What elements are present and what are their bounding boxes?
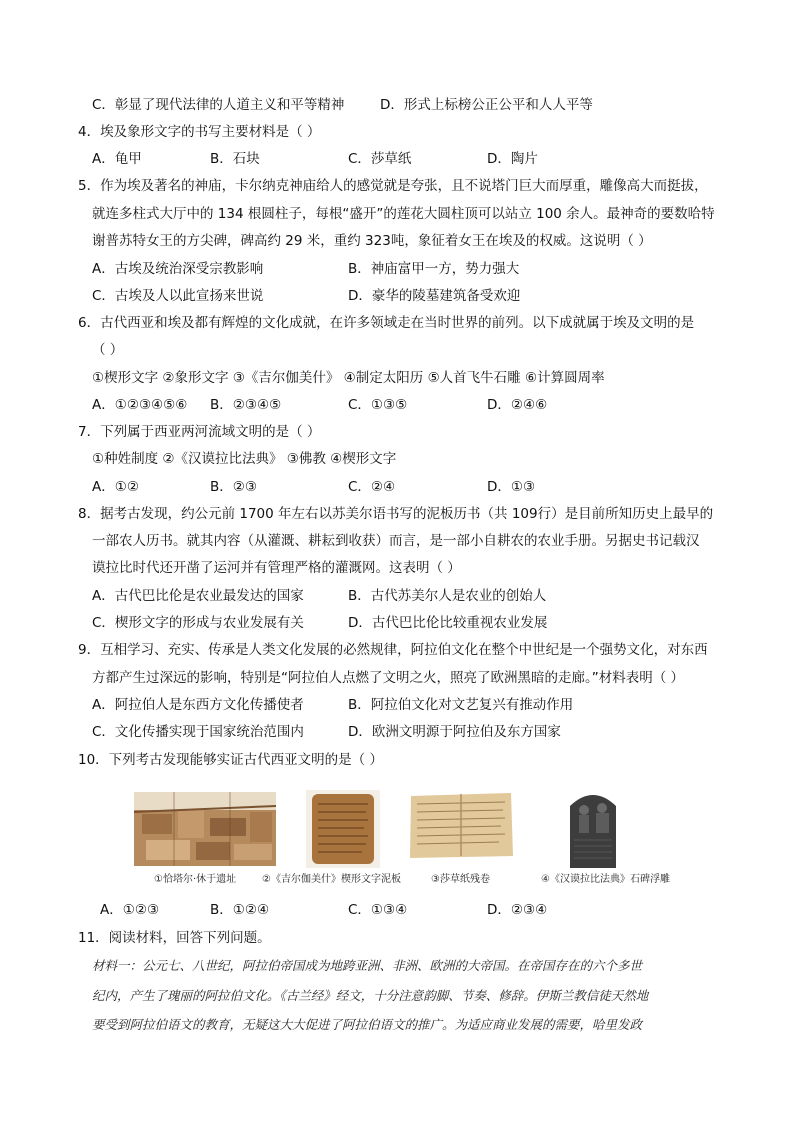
q6-option-c: C．①③⑤ — [348, 397, 408, 413]
figure-caption-4: ④《汉谟拉比法典》石碑浮雕 — [541, 874, 670, 885]
q9-option-a: A．阿拉伯人是东西方文化传播使者 — [92, 697, 304, 713]
q7-option-c: C．②④ — [348, 479, 396, 495]
gilgamesh-tablet-photo — [306, 790, 380, 868]
papyrus-scroll-photo — [407, 790, 515, 860]
q10-option-d: D．②③④ — [487, 902, 548, 918]
q6-option-d: D．②④⑥ — [487, 397, 548, 413]
figure-caption-2: ②《吉尔伽美什》楔形文字泥板 — [262, 874, 401, 885]
q6-items: ①楔形文字 ②象形文字 ③《吉尔伽美什》 ④制定太阳历 ⑤人首飞牛石雕 ⑥计算圆周率 — [92, 370, 605, 386]
q9-option-c: C．文化传播实现于国家统治范围内 — [92, 724, 304, 740]
q7-items: ①种姓制度 ②《汉谟拉比法典》 ③佛教 ④楔形文字 — [92, 451, 397, 467]
figure-caption-1: ①恰塔尔·休于遗址 — [154, 874, 237, 885]
gilgamesh-tablet-image — [306, 790, 380, 868]
q7-stem: 7．下列属于西亚两河流域文明的是（ ） — [78, 424, 321, 440]
q5-option-c: C．古埃及人以此宣扬来世说 — [92, 288, 264, 304]
q11-material-line: 纪内，产生了瑰丽的阿拉伯文化。《古兰经》经文，十分注意韵脚、节奏、修辞。伊斯兰教信徒天然地 — [92, 988, 649, 1003]
q10-option-a: A．①②③ — [100, 902, 160, 918]
q7-option-d: D．①③ — [487, 479, 536, 495]
q11-stem: 11．阅读材料，回答下列问题。 — [78, 930, 271, 946]
q11-material-line: 材料一：公元七、八世纪，阿拉伯帝国成为地跨亚洲、非洲、欧洲的大帝国。在帝国存在的六个多世 — [92, 958, 643, 973]
q7-option-a: A．①② — [92, 479, 139, 495]
figure-caption-3: ③莎草纸残卷 — [431, 874, 490, 885]
q4-option-d: D．陶片 — [487, 151, 538, 167]
q6-stem-line: 6．古代西亚和埃及都有辉煌的文化成就，在许多领域走在当时世界的前列。以下成就属于埃及文明的是 — [78, 315, 695, 331]
q8-option-c: C．楔形文字的形成与农业发展有关 — [92, 615, 304, 631]
q8-option-a: A．古代巴比伦是农业最发达的国家 — [92, 588, 304, 604]
catalhoyuk-site-photo — [134, 792, 276, 866]
q4-stem: 4．埃及象形文字的书写主要材料是（ ） — [78, 124, 321, 140]
q9-stem-line: 9．互相学习、充实、传承是人类文化发展的必然规律，阿拉伯文化在整个中世纪是一个强势文化，对东西 — [78, 642, 708, 658]
q5-option-b: B．神庙富甲一方，势力强大 — [348, 261, 520, 277]
q5-stem-line: 谢普苏特女王的方尖碑，碑高约 29 米，重约 323吨，象征着女王在埃及的权威。这说明（ ） — [92, 233, 652, 249]
q6-stem-line: （ ） — [92, 342, 124, 358]
q8-stem-line: 一部农人历书。就其内容（从灌溉、耕耘到收获）而言，是一部小自耕农的农业手册。另据史书记载汉 — [92, 533, 700, 549]
q4-option-b: B．石块 — [210, 151, 260, 167]
q8-option-b: B．古代苏美尔人是农业的创始人 — [348, 588, 547, 604]
q6-option-b: B．②③④⑤ — [210, 397, 282, 413]
q5-stem-line: 就连多柱式大厅中的 134 根圆柱子，每根“盛开”的莲花大圆柱顶可以站立 100 余人。最神奇的要数哈特 — [92, 206, 715, 222]
q6-option-a: A．①②③④⑤⑥ — [92, 397, 188, 413]
q10-option-b: B．①②④ — [210, 902, 270, 918]
q3-option-d: D．形式上标榜公正公平和人人平等 — [380, 97, 593, 113]
q9-option-d: D．欧洲文明源于阿拉伯及东方国家 — [348, 724, 561, 740]
catalhoyuk-site-image — [134, 792, 276, 866]
q8-stem-line: 谟拉比时代还开凿了运河并有管理严格的灌溉网。这表明（ ） — [92, 560, 461, 576]
q11-material-line: 要受到阿拉伯语文的教育，无疑这大大促进了阿拉伯语文的推广。为适应商业发展的需要，哈里发政 — [92, 1017, 643, 1032]
q9-stem-line: 方都产生过深远的影响，特别是“阿拉伯人点燃了文明之火，照亮了欧洲黑暗的走廊。”材料表明（ ） — [92, 670, 685, 686]
q9-option-b: B．阿拉伯文化对文艺复兴有推动作用 — [348, 697, 574, 713]
papyrus-scroll-image — [407, 790, 515, 860]
q7-option-b: B．②③ — [210, 479, 257, 495]
q3-option-c: C．彰显了现代法律的人道主义和平等精神 — [92, 97, 345, 113]
q5-option-a: A．古埃及统治深受宗教影响 — [92, 261, 264, 277]
q8-option-d: D．古代巴比伦比较重视农业发展 — [348, 615, 548, 631]
q5-option-d: D．豪华的陵墓建筑备受欢迎 — [348, 288, 521, 304]
q10-stem: 10．下列考古发现能够实证古代西亚文明的是（ ） — [78, 752, 383, 768]
q4-option-a: A．龟甲 — [92, 151, 142, 167]
q4-option-c: C．莎草纸 — [348, 151, 412, 167]
q10-option-c: C．①③④ — [348, 902, 408, 918]
q8-stem-line: 8．据考古发现，约公元前 1700 年左右以苏美尔语书写的泥板历书（共 109行）是目前所知历史上最早的 — [78, 506, 714, 522]
hammurabi-stele-image — [562, 786, 624, 868]
hammurabi-stele-photo — [562, 786, 624, 868]
q5-stem-line: 5．作为埃及著名的神庙，卡尔纳克神庙给人的感觉就是夸张，且不说塔门巨大而厚重，雕像高大而挺拔， — [78, 178, 708, 194]
